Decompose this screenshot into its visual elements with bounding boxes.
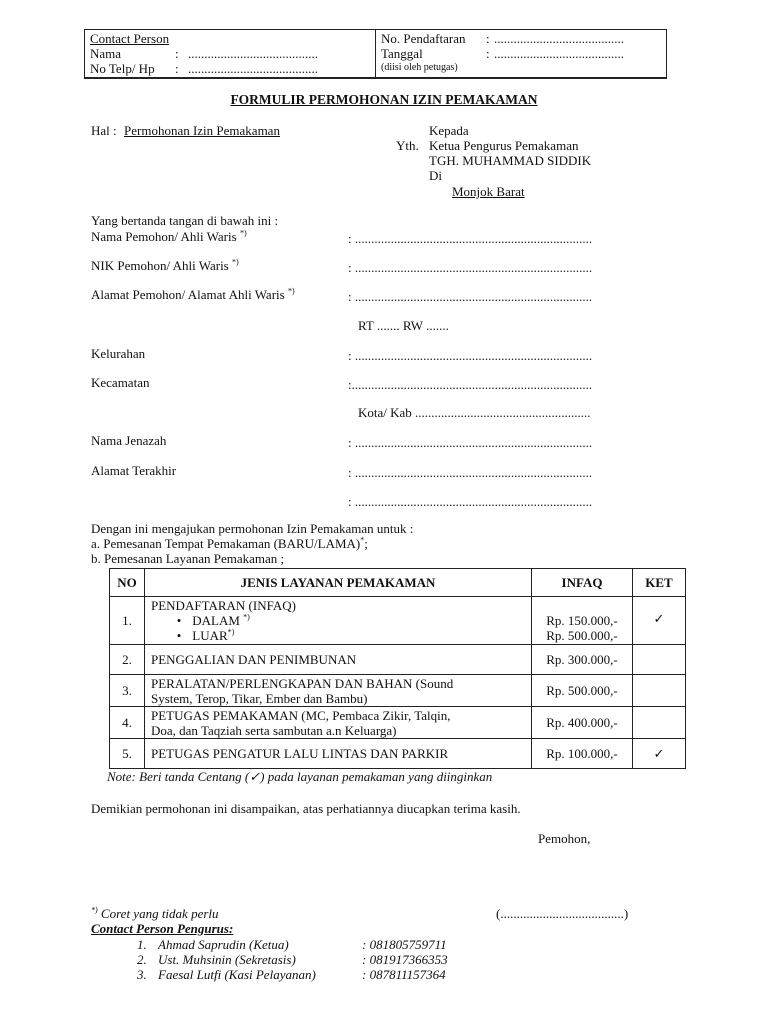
- request-intro: Dengan ini mengajukan permohonan Izin Pemakaman untuk :: [91, 521, 414, 536]
- field-input-nama-pemohon[interactable]: : .........................................................................: [348, 231, 593, 246]
- row-service: PENDAFTARAN (INFAQ) • DALAM *) • LUAR*): [145, 597, 532, 645]
- contact-item-phone: : 087811157364: [362, 967, 446, 982]
- contact-item-name: Ust. Muhsinin (Sekretasis): [158, 952, 296, 967]
- signer-label: Pemohon,: [538, 831, 591, 846]
- field-label-alamat: Alamat Pemohon/ Alamat Ahli Waris *): [91, 286, 295, 302]
- contact-item-name: Faesal Lutfi (Kasi Pelayanan): [158, 967, 316, 982]
- field-input-nama-jenazah[interactable]: : .........................................................................: [348, 435, 593, 450]
- request-a: a. Pemesanan Tempat Pemakaman (BARU/LAMA)*;: [91, 535, 368, 551]
- signature-line[interactable]: (......................................): [496, 906, 629, 921]
- field-input-kecamatan[interactable]: :..........................................................................: [348, 377, 593, 392]
- recipient-yth: Yth.: [396, 138, 419, 153]
- row-ket-cell[interactable]: [633, 707, 686, 739]
- field-label-nama-pemohon: Nama Pemohon/ Ahli Waris *): [91, 228, 247, 244]
- row-service: PETUGAS PEMAKAMAN (MC, Pembaca Zikir, Talqin, Doa, dan Taqziah serta sambutan a.n Keluarga): [145, 707, 532, 739]
- check-icon[interactable]: ✓: [633, 597, 686, 645]
- bullet-icon: •: [176, 613, 182, 628]
- registration-label: No. Pendaftaran: [381, 31, 466, 46]
- intro-text: Yang bertanda tangan di bawah ini :: [91, 213, 279, 228]
- field-input-alamat-terakhir[interactable]: : .........................................................................: [348, 465, 593, 480]
- field-input-rt-rw[interactable]: RT ....... RW .......: [358, 318, 449, 333]
- row-service: PENGGALIAN DAN PENIMBUNAN: [145, 645, 532, 675]
- service-table: [109, 568, 686, 769]
- recipient-line2: TGH. MUHAMMAD SIDDIK: [429, 153, 592, 168]
- table-note: Note: Beri tanda Centang (✓) pada layanan pemakaman yang diinginkan: [107, 769, 493, 784]
- table-row: [110, 739, 686, 769]
- contact-item-phone: : 081805759711: [362, 937, 447, 952]
- recipient-kepada: Kepada: [429, 123, 469, 138]
- field-input-kota[interactable]: Kota/ Kab ......................................................: [358, 405, 591, 420]
- field-input-kelurahan[interactable]: : .........................................................................: [348, 348, 593, 363]
- contact-item-no: 3.: [137, 967, 147, 982]
- phone-field[interactable]: ........................................: [188, 61, 318, 76]
- officer-note: (diisi oleh petugas): [381, 62, 458, 73]
- contact-item-no: 1.: [137, 937, 147, 952]
- header-no: NO: [110, 569, 145, 597]
- check-icon[interactable]: ✓: [633, 739, 686, 769]
- row-no: 4.: [110, 707, 145, 739]
- field-label-kelurahan: Kelurahan: [91, 346, 146, 361]
- contact-item-name: Ahmad Saprudin (Ketua): [158, 937, 289, 952]
- field-label-alamat-terakhir: Alamat Terakhir: [91, 463, 177, 478]
- row-no: 2.: [110, 645, 145, 675]
- name-colon: :: [175, 46, 179, 61]
- field-input-alamat-terakhir-2[interactable]: : .........................................................................: [348, 494, 593, 509]
- header-divider: [375, 30, 376, 78]
- row-infaq: Rp. 150.000,- Rp. 500.000,-: [532, 597, 633, 645]
- contact-item-no: 2.: [137, 952, 147, 967]
- field-input-nik[interactable]: : .........................................................................: [348, 260, 593, 275]
- row-ket-cell[interactable]: [633, 675, 686, 707]
- header-bottom-line: [85, 77, 666, 78]
- row-infaq: Rp. 400.000,-: [532, 707, 633, 739]
- registration-colon: :: [486, 31, 490, 46]
- row-service: PETUGAS PENGATUR LALU LINTAS DAN PARKIR: [145, 739, 532, 769]
- name-label: Nama: [90, 46, 122, 61]
- header-infaq: INFAQ: [532, 569, 633, 597]
- contact-person-label: Contact Person: [90, 31, 170, 46]
- contacts-title: Contact Person Pengurus:: [91, 921, 234, 936]
- subject-value: Permohonan Izin Pemakaman: [124, 123, 280, 138]
- request-b: b. Pemesanan Layanan Pemakaman ;: [91, 551, 285, 566]
- table-row: [110, 675, 686, 707]
- bullet-icon: •: [176, 628, 182, 643]
- name-field[interactable]: ........................................: [188, 46, 318, 61]
- contact-item-phone: : 081917366353: [362, 952, 448, 967]
- closing-text: Demikian permohonan ini disampaikan, atas perhatiannya diucapkan terima kasih.: [91, 801, 521, 816]
- date-field[interactable]: ........................................: [494, 46, 624, 61]
- header-ket: KET: [633, 569, 686, 597]
- recipient-di: Di: [429, 168, 442, 183]
- field-label-nik: NIK Pemohon/ Ahli Waris *): [91, 257, 239, 273]
- phone-label: No Telp/ Hp: [90, 61, 155, 76]
- field-label-kecamatan: Kecamatan: [91, 375, 150, 390]
- phone-colon: :: [175, 61, 179, 76]
- recipient-line1: Ketua Pengurus Pemakaman: [429, 138, 579, 153]
- row-infaq: Rp. 500.000,-: [532, 675, 633, 707]
- row-no: 3.: [110, 675, 145, 707]
- row-no: 1.: [110, 597, 145, 645]
- header-service: JENIS LAYANAN PEMAKAMAN: [145, 569, 532, 597]
- table-row: [110, 707, 686, 739]
- field-input-alamat[interactable]: : .........................................................................: [348, 289, 593, 304]
- table-row: [110, 645, 686, 675]
- date-colon: :: [486, 46, 490, 61]
- form-title: FORMULIR PERMOHONAN IZIN PEMAKAMAN: [230, 92, 538, 107]
- subject-label: Hal :: [91, 123, 117, 138]
- footnote: *) Coret yang tidak perlu: [91, 905, 219, 921]
- field-label-nama-jenazah: Nama Jenazah: [91, 433, 167, 448]
- date-label: Tanggal: [381, 46, 423, 61]
- registration-field[interactable]: ........................................: [494, 31, 624, 46]
- row-infaq: Rp. 300.000,-: [532, 645, 633, 675]
- row-ket-cell[interactable]: [633, 645, 686, 675]
- row-no: 5.: [110, 739, 145, 769]
- row-service: PERALATAN/PERLENGKAPAN DAN BAHAN (Sound System, Terop, Tikar, Ember dan Bambu): [145, 675, 532, 707]
- row-infaq: Rp. 100.000,-: [532, 739, 633, 769]
- recipient-place: Monjok Barat: [452, 184, 525, 199]
- table-row: [110, 597, 686, 645]
- table-header-row: [110, 569, 686, 597]
